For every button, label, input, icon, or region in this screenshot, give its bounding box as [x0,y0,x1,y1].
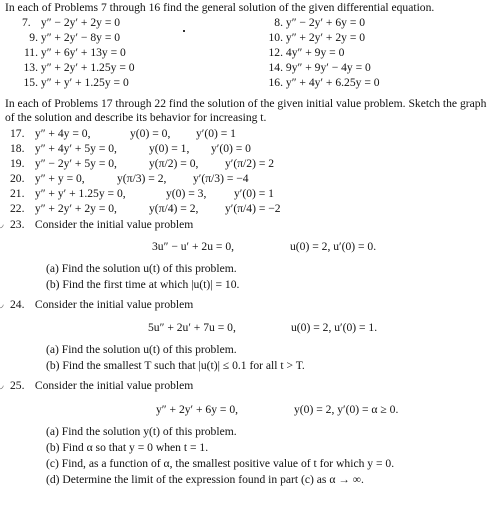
problem-equation: 4y″ + 9y = 0 [285,46,345,59]
check-mark-icon: ◞ [0,299,4,309]
problem-19-condition-1: y(π/2) = 0, [149,157,199,170]
problem-25-part-a: (a) Find the solution y(t) of this problem. [46,425,237,438]
problem-20-condition-2: y′(π/3) = −4 [193,172,249,185]
problem-25-part-b: (b) Find α so that y = 0 when t = 1. [46,441,209,454]
problem-21 [10,187,126,201]
problem-equation: y″ + 2y′ + 1.25y = 0 [40,61,135,74]
problem-19 [10,157,117,171]
problem-15 [10,76,129,90]
problem-text: Consider the initial value problem [34,379,194,392]
problem-equation: y″ + y′ + 1.25y = 0, [34,187,126,200]
problem-equation: y″ − 2y′ + 6y = 0 [285,16,366,29]
check-mark-icon: ◞ [0,219,4,229]
problem-24-equation: 5u″ + 2u′ + 7u = 0, [148,321,236,334]
problems-7-16-intro: In each of Problems 7 through 16 find the general solution of the given differential equation. [5,1,435,14]
problem-16 [255,76,380,90]
problem-text: Consider the initial value problem [34,218,194,231]
problem-9 [16,31,120,45]
problem-equation: y″ + 4y′ + 6.25y = 0 [285,76,380,89]
problem-number: 20. [10,172,25,185]
problem-20-condition-1: y(π/3) = 2, [117,172,167,185]
problem-18-condition-2: y′(0) = 0 [211,142,251,155]
problem-equation: y″ − 2y′ + 5y = 0, [34,157,117,170]
problem-number: 15. [23,76,38,89]
problem-equation: 9y″ + 9y′ − 4y = 0 [285,61,371,74]
problem-equation: y″ + 2y′ + 2y = 0 [285,31,366,44]
problem-18-condition-1: y(0) = 1, [149,142,190,155]
check-mark-icon: ◞ [0,380,4,390]
problem-11 [10,46,126,60]
problem-number: 22. [10,202,25,215]
problem-number: 13. [23,61,38,74]
problem-25-conditions: y(0) = 2, y′(0) = α ≥ 0. [294,403,399,416]
problem-number: 7. [22,16,31,29]
problem-25-equation: y″ + 2y′ + 6y = 0, [156,403,239,416]
problem-17-condition-1: y(0) = 0, [130,127,171,140]
problem-13 [10,61,135,75]
problem-25-part-d: (d) Determine the limit of the expression found in part (c) as α → ∞. [46,473,364,486]
problem-10 [255,31,365,45]
problem-equation: y″ + 2y′ − 8y = 0 [40,31,121,44]
problem-equation: y″ + y = 0, [34,172,85,185]
problem-number: 19. [10,157,25,170]
problem-equation: y″ + 2y′ + 2y = 0, [34,202,117,215]
problem-25-header [10,379,193,393]
problem-21-condition-1: y(0) = 3, [166,187,207,200]
problem-number: 17. [10,127,25,140]
problem-number: 14. [268,61,283,74]
problem-text: Consider the initial value problem [34,298,194,311]
problem-20 [10,172,85,186]
problem-12 [255,46,344,60]
problem-number: 8. [274,16,283,29]
stray-dot [183,30,185,32]
problem-21-condition-2: y′(0) = 1 [234,187,274,200]
problem-equation: y″ + 4y = 0, [34,127,91,140]
problem-17-condition-2: y′(0) = 1 [196,127,236,140]
problems-17-22-intro: In each of Problems 17 through 22 find the solution of the given initial value problem. Sketch the graph of the solution and describe its behavior for increasing t. [5,97,487,125]
problem-number: 11. [23,46,38,59]
problem-25-part-c: (c) Find, as a function of α, the smallest positive value of t for which y = 0. [46,457,395,470]
problem-22-condition-2: y′(π/4) = −2 [225,202,281,215]
problem-23-equation: 3u″ − u′ + 2u = 0, [152,240,235,253]
problem-number: 16. [268,76,283,89]
problem-19-condition-2: y′(π/2) = 2 [225,157,275,170]
problem-22-condition-1: y(π/4) = 2, [149,202,199,215]
problem-number: 9. [29,31,38,44]
problem-number: 23. [10,218,25,231]
problem-24-part-b: (b) Find the smallest T such that |u(t)| ≤ 0.1 for all t > T. [46,359,305,372]
problem-number: 12. [268,46,283,59]
problem-18 [10,142,117,156]
problem-number: 21. [10,187,25,200]
problem-number: 24. [10,298,25,311]
problem-equation: y″ − 2y′ + 2y = 0 [40,16,121,29]
problem-23-conditions: u(0) = 2, u′(0) = 0. [290,240,377,253]
problem-7 [22,16,120,30]
problem-number: 10. [268,31,283,44]
problem-number: 25. [10,379,25,392]
problem-equation: y″ + y′ + 1.25y = 0 [40,76,129,89]
problem-equation: y″ + 4y′ + 5y = 0, [34,142,117,155]
problem-equation: y″ + 6y′ + 13y = 0 [40,46,126,59]
problem-23-header [10,218,193,232]
problem-24-header [10,298,193,312]
problem-14 [255,61,371,75]
problem-24-conditions: u(0) = 2, u′(0) = 1. [291,321,378,334]
problem-23-part-a: (a) Find the solution u(t) of this problem. [46,262,237,275]
problem-24-part-a: (a) Find the solution u(t) of this problem. [46,343,237,356]
problem-number: 18. [10,142,25,155]
problem-23-part-b: (b) Find the first time at which |u(t)| = 10. [46,278,240,291]
problem-22 [10,202,117,216]
problem-17 [10,127,91,141]
problem-8 [261,16,365,30]
